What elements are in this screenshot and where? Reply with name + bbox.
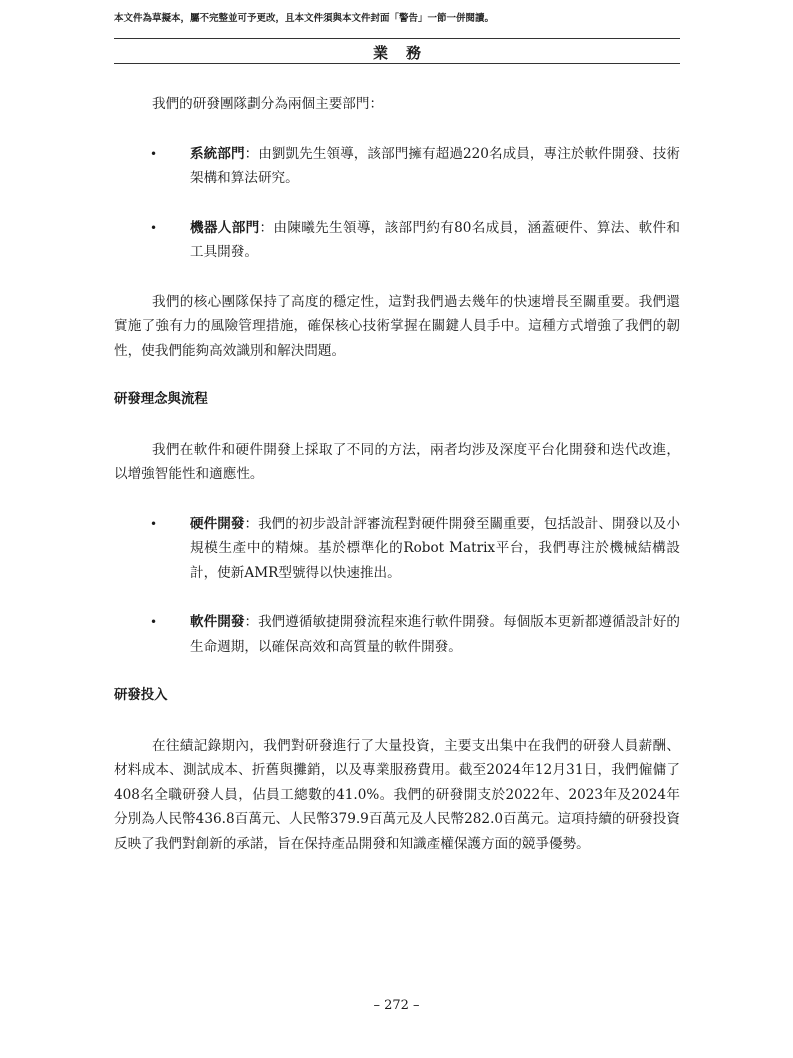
rd-philosophy-intro: 我們在軟件和硬件開發上採取了不同的方法，兩者均涉及深度平台化開發和迭代改進，以增強智能性和適應性。	[114, 441, 680, 482]
draft-warning: 本文件為草擬本，屬不完整並可予更改，且本文件須與本文件封面「警告」一節一併閱讀。	[114, 13, 495, 24]
approach-description: ：我們遵循敏捷開發流程來進行軟件開發。每個版本更新都遵循設計好的生命週期，以確保高效和高質量的軟件開發。	[190, 614, 681, 655]
list-item	[114, 216, 680, 265]
rd-philosophy-heading: 研發理念與流程	[114, 392, 208, 407]
list-item	[114, 142, 680, 191]
header-rule-bottom	[114, 63, 680, 64]
approach-name: 硬件開發	[190, 515, 245, 532]
department-name: 系統部門	[190, 145, 245, 162]
core-team-paragraph: 我們的核心團隊保持了高度的穩定性，這對我們過去幾年的快速增長至關重要。我們還實施了強有力的風險管理措施，確保核心技術掌握在關鍵人員手中。這種方式增強了我們的韌性，使我們能夠高效識別和解決問題。	[114, 293, 680, 359]
bullet-icon: •	[150, 615, 158, 629]
bullet-icon: •	[150, 516, 158, 531]
approach-description: ：我們的初步設計評審流程對硬件開發至關重要，包括設計、開發以及小規模生產中的精煉。基於標準化的Robot Matrix平台，我們專注於機械結構設計，使新AMR型號得以快速推出。	[190, 515, 681, 581]
departments-list	[114, 142, 680, 265]
bullet-icon: •	[150, 220, 158, 235]
department-description: ：由劉凱先生領導，該部門擁有超過220名成員，專注於軟件開發、技術架構和算法研究。	[190, 145, 680, 186]
approach-name: 軟件開發	[190, 614, 245, 630]
rd-investment-paragraph: 在往績記錄期內，我們對研發進行了大量投資，主要支出集中在我們的研發人員薪酬、材料成本、測試成本、折舊與攤銷，以及專業服務費用。截至2024年12月31日，我們僱傭了408名全職研發人員，佔員工總數的41.0%。我們的研發開支於2022年、2023年及2024年分別為人民幣436.8百萬元、人民幣379.9百萬元及人民幣282.0百萬元。這項持續的研發投資反映了我們對創新的承諾，旨在保持產品開發和知識產權保護方面的競爭優勢。	[114, 737, 680, 852]
rd-approach-list	[114, 512, 680, 660]
department-description: ：由陳曦先生領導，該部門約有80名成員，涵蓋硬件、算法、軟件和工具開發。	[190, 219, 680, 260]
section-title: 業務	[372, 44, 439, 62]
list-item	[114, 512, 680, 586]
rd-investment-heading: 研發投入	[114, 688, 168, 703]
departments-intro: 我們的研發團隊劃分為兩個主要部門：	[152, 96, 384, 112]
department-name: 機器人部門	[190, 219, 260, 236]
header-rule-top	[114, 38, 680, 39]
main-content	[114, 92, 680, 856]
bullet-icon: •	[150, 146, 158, 161]
page-number: – 272 –	[373, 998, 420, 1013]
list-item	[114, 610, 680, 659]
